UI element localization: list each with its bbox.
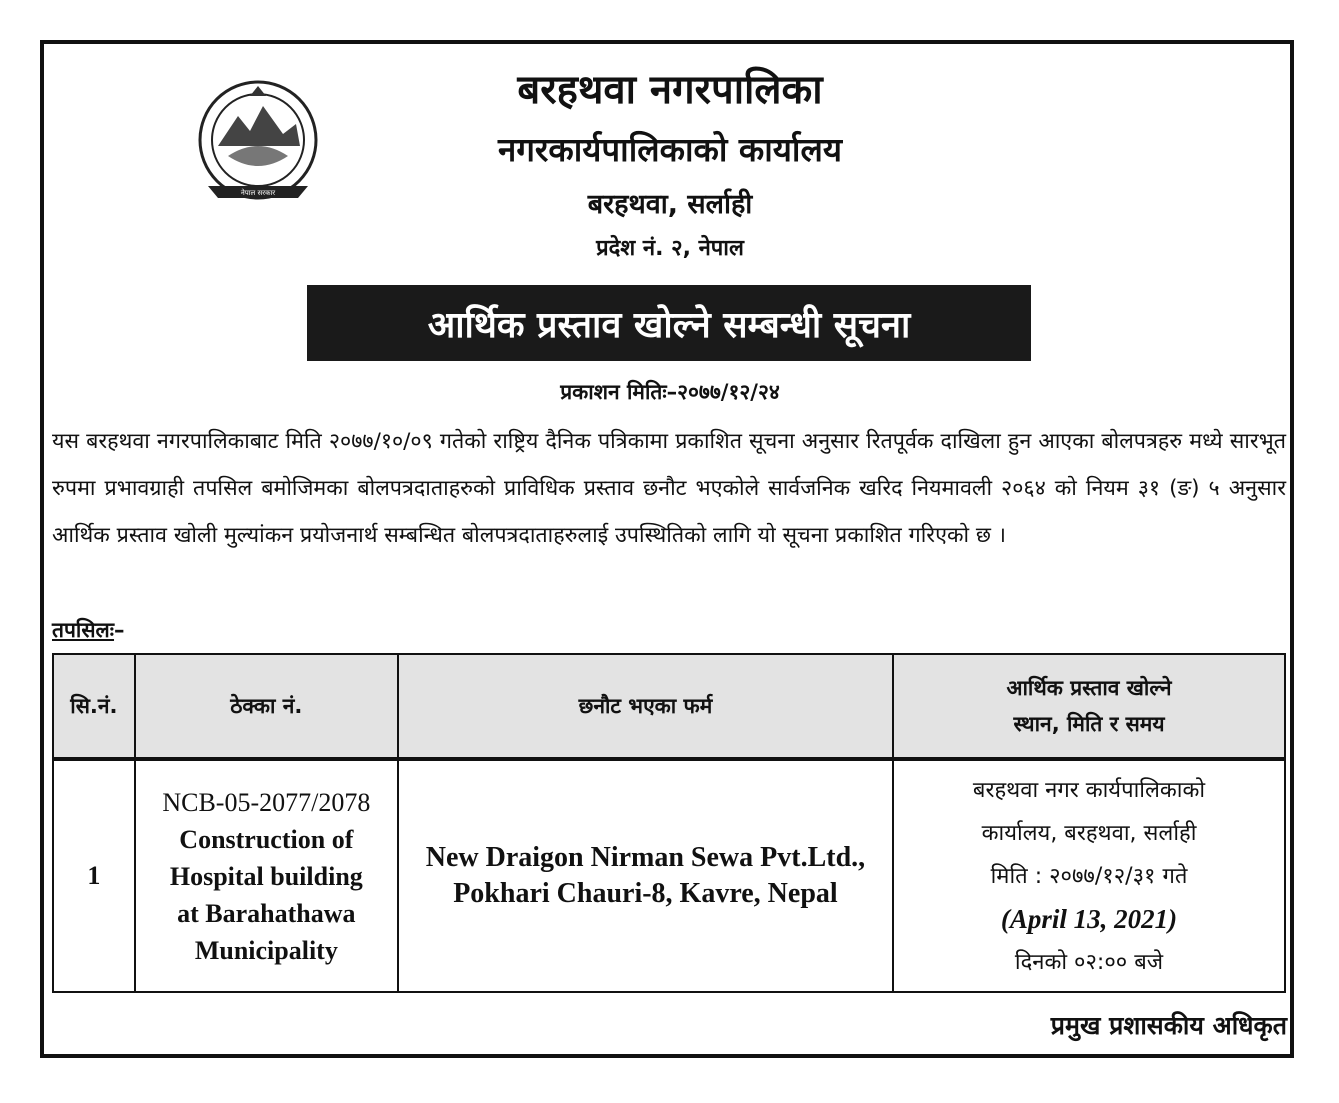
contract-title-line: at Barahathawa [177,898,356,928]
header-contract-no: ठेक्का नं. [135,654,398,759]
venue-line: बरहथवा नगर कार्यपालिकाको [972,777,1206,803]
contract-title-line: Hospital building [169,861,363,891]
details-label-text: तपसिलः [52,618,115,642]
venue-time: दिनको ०२:०० बजे [1014,949,1164,975]
firm-line: New Draigon Nirman Sewa Pvt.Ltd., [425,842,866,873]
location-line: बरहथवा, सर्लाही [587,189,753,220]
province-line: प्रदेश नं. २, नेपाल [596,236,744,261]
venue-line: कार्यालय, बरहथवा, सर्लाही [981,820,1197,846]
contract-code: NCB-05-2077/2078 [162,787,371,817]
contract-title-line: Municipality [194,935,338,965]
municipality-title: बरहथवा नगरपालिका [517,67,823,113]
contract-title-line: Construction of [179,824,354,854]
header-venue [893,654,1285,759]
header-venue-line2: स्थान, मिति र समय [1013,712,1165,736]
details-label [52,616,125,644]
row-contract [135,759,398,992]
header-venue-line1: आर्थिक प्रस्ताव खोल्ने [1006,676,1172,700]
table-header-row [53,654,1285,759]
nepal-government-emblem-icon [188,76,328,204]
venue-english-date: (April 13, 2021) [1000,903,1178,934]
svg-text:नेपाल सरकार: नेपाल सरकार [240,189,276,197]
notice-title-banner [307,285,1031,361]
notice-title: आर्थिक प्रस्ताव खोल्ने सम्बन्धी सूचना [427,304,911,346]
details-label-suffix: – [114,618,125,642]
signoff: प्रमुख प्रशासकीय अधिकृत [1050,1011,1287,1040]
venue-line: मिति : २०७७/१२/३१ गते [990,863,1188,889]
table-row [53,759,1285,992]
header-firm: छनौट भएका फर्म [398,654,893,759]
row-sn: 1 [53,759,135,992]
row-firm [398,759,893,992]
notice-body: यस बरहथवा नगरपालिकाबाट मिति २०७७/१०/०९ गतेको राष्ट्रिय दैनिक पत्रिकामा प्रकाशित सूचना अनुसार रितपूर्वक दाखिला हुन आएका बोलपत्रहरु मध्ये सारभूत रुपमा प्रभावग्राही तपसिल बमोजिमका बोलपत्रदाताहरुको प्राविधिक प्रस्ताव छनौट भएकोले सार्वजनिक खरिद नियमावली २०६४ को नियम ३१ (ङ) ५ अनुसार आर्थिक प्रस्ताव खोली मुल्यांकन प्रयोजनार्थ सम्बन्धित बोलपत्रदाताहरुलाई उपस्थितिको लागि यो सूचना प्रकाशित गरिएको छ । [52,429,1286,548]
details-table [52,653,1286,993]
firm-line: Pokhari Chauri-8, Kavre, Nepal [453,878,838,909]
header-sn: सि.नं. [53,654,135,759]
publish-date: प्रकाशन मितिः–२०७७/१२/२४ [560,380,780,404]
row-venue [893,759,1285,992]
office-title: नगरकार्यपालिकाको कार्यालय [498,130,842,169]
